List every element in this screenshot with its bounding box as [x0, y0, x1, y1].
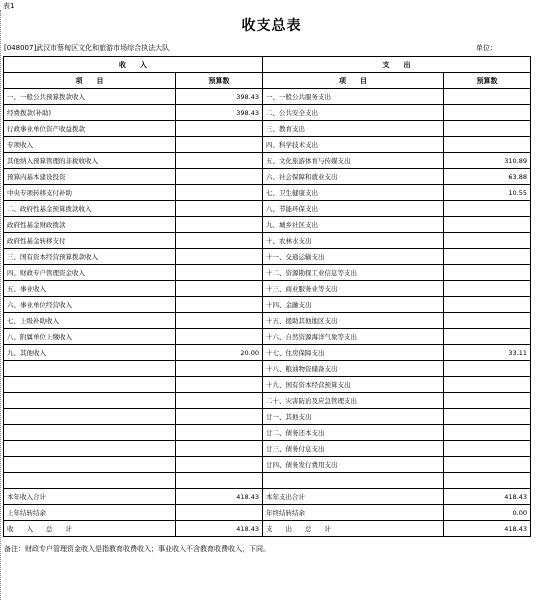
income-item-header: 项 目 [4, 73, 176, 89]
budget-table [3, 56, 531, 537]
table-row [4, 137, 531, 153]
income-item-cell: 政府性基金转移支付 [4, 233, 176, 249]
expense-item-cell: 年终结转结余 [263, 505, 444, 521]
table-row [4, 425, 531, 441]
expense-item-cell: 十、农林水支出 [263, 233, 444, 249]
footnote: 备注：财政专户管理资金收入是指教育收费收入；事业收入不含教育收费收入，下同。 [4, 545, 270, 553]
income-item-cell: 四、财政专户管理资金收入 [4, 265, 176, 281]
expense-item-cell [263, 473, 444, 489]
total-row [4, 521, 531, 537]
table-row [4, 377, 531, 393]
expense-value-cell [444, 473, 531, 489]
table-row [4, 233, 531, 249]
income-item-cell: 九、其他收入 [4, 345, 176, 361]
table-row [4, 345, 531, 361]
income-item-cell [4, 457, 176, 473]
expense-item-cell: 廿二、债务还本支出 [263, 425, 444, 441]
income-item-cell: 本年收入合计 [4, 489, 176, 505]
expense-value-cell [444, 265, 531, 281]
income-value-cell [176, 505, 263, 521]
table-row [4, 185, 531, 201]
income-value-cell [176, 377, 263, 393]
table-row [4, 361, 531, 377]
income-value-cell [176, 217, 263, 233]
expense-value-cell [444, 393, 531, 409]
income-item-cell [4, 425, 176, 441]
income-item-cell: 三、国有资本经营预算拨款收入 [4, 249, 176, 265]
income-value-cell: 398.43 [176, 105, 263, 121]
expense-value-cell [444, 89, 531, 105]
table-row [4, 121, 531, 137]
expense-value-cell: 418.43 [444, 521, 531, 537]
income-item-cell: 五、事业收入 [4, 281, 176, 297]
expense-item-cell: 十九、国有资本经营预算支出 [263, 377, 444, 393]
expense-value-cell [444, 361, 531, 377]
income-value-cell [176, 361, 263, 377]
income-item-cell [4, 441, 176, 457]
expense-budget-header: 预算数 [444, 73, 531, 89]
income-value-cell [176, 137, 263, 153]
expense-value-cell: 0.00 [444, 505, 531, 521]
income-item-cell: 二、政府性基金预算拨款收入 [4, 201, 176, 217]
expense-value-cell [444, 329, 531, 345]
expense-item-cell: 十六、自然资源海洋气象等支出 [263, 329, 444, 345]
income-value-cell: 20.00 [176, 345, 263, 361]
income-item-cell: 专项收入 [4, 137, 176, 153]
income-item-cell: 七、上级补助收入 [4, 313, 176, 329]
expense-value-cell [444, 121, 531, 137]
income-value-cell [176, 457, 263, 473]
table-row [4, 249, 531, 265]
expense-item-cell: 本年支出合计 [263, 489, 444, 505]
table-row [4, 441, 531, 457]
table-row [4, 201, 531, 217]
table-row [4, 329, 531, 345]
income-value-cell: 418.43 [176, 521, 263, 537]
expense-item-cell: 七、卫生健康支出 [263, 185, 444, 201]
income-item-cell: 其他纳入预算管理的非税收收入 [4, 153, 176, 169]
left-dotted-border [0, 10, 2, 600]
income-item-cell: 行政事业单位资产收益拨款 [4, 121, 176, 137]
expense-item-header: 项 目 [263, 73, 444, 89]
expense-value-cell: 63.88 [444, 169, 531, 185]
income-value-cell [176, 233, 263, 249]
income-item-cell: 政府性基金财政拨款 [4, 217, 176, 233]
income-item-cell: 预算内基本建设投资 [4, 169, 176, 185]
expense-item-cell: 五、文化旅游体育与传媒支出 [263, 153, 444, 169]
income-value-cell [176, 185, 263, 201]
total-row [4, 489, 531, 505]
income-value-cell [176, 281, 263, 297]
expense-item-cell: 三、教育支出 [263, 121, 444, 137]
income-item-cell: 六、事业单位经营收入 [4, 297, 176, 313]
income-item-cell [4, 393, 176, 409]
table-row [4, 473, 531, 489]
income-value-cell [176, 473, 263, 489]
expense-value-cell [444, 137, 531, 153]
income-value-cell [176, 265, 263, 281]
expense-item-cell: 十一、交通运输支出 [263, 249, 444, 265]
expense-value-cell [444, 409, 531, 425]
expense-header: 支 出 [263, 57, 531, 73]
income-value-cell: 398.43 [176, 89, 263, 105]
income-item-cell: 收 入 总 计 [4, 521, 176, 537]
expense-item-cell: 一、一般公共服务支出 [263, 89, 444, 105]
income-budget-header: 预算数 [176, 73, 263, 89]
income-value-cell: 418.43 [176, 489, 263, 505]
page-title: 收支总表 [241, 18, 302, 34]
table-row [4, 297, 531, 313]
income-item-cell [4, 473, 176, 489]
expense-item-cell: 二、公共安全支出 [263, 105, 444, 121]
income-item-cell [4, 377, 176, 393]
table-row [4, 169, 531, 185]
expense-item-cell: 十八、粮油物资储备支出 [263, 361, 444, 377]
expense-value-cell [444, 457, 531, 473]
income-value-cell [176, 297, 263, 313]
expense-value-cell [444, 217, 531, 233]
table-row [4, 393, 531, 409]
expense-value-cell [444, 425, 531, 441]
expense-item-cell: 十五、援助其他地区支出 [263, 313, 444, 329]
income-value-cell [176, 441, 263, 457]
income-header: 收 入 [4, 57, 263, 73]
income-value-cell [176, 329, 263, 345]
expense-value-cell: 33.11 [444, 345, 531, 361]
organization-label: [048007]武汉市蔡甸区文化和旅游市场综合执法大队 [4, 44, 170, 52]
income-value-cell [176, 249, 263, 265]
income-value-cell [176, 121, 263, 137]
expense-value-cell [444, 377, 531, 393]
expense-value-cell: 10.55 [444, 185, 531, 201]
table-row [4, 153, 531, 169]
unit-label: 单位： [476, 44, 497, 52]
expense-item-cell: 十四、金融支出 [263, 297, 444, 313]
income-item-cell [4, 361, 176, 377]
income-item-cell [4, 409, 176, 425]
table-row [4, 281, 531, 297]
expense-item-cell: 十二、资源勘探工业信息等支出 [263, 265, 444, 281]
expense-item-cell: 六、社会保障和就业支出 [263, 169, 444, 185]
income-item-cell: 一、一般公共预算拨款收入 [4, 89, 176, 105]
income-value-cell [176, 409, 263, 425]
expense-item-cell: 九、城乡社区支出 [263, 217, 444, 233]
expense-value-cell: 418.43 [444, 489, 531, 505]
table-row [4, 105, 531, 121]
income-item-cell: 中央专项转移支付补助 [4, 185, 176, 201]
expense-value-cell [444, 313, 531, 329]
expense-item-cell: 十七、住房保障支出 [263, 345, 444, 361]
table-row [4, 265, 531, 281]
table-row [4, 409, 531, 425]
expense-value-cell [444, 441, 531, 457]
income-item-cell: 经费拨款(补助) [4, 105, 176, 121]
table-row [4, 217, 531, 233]
expense-value-cell [444, 233, 531, 249]
table-number-label: 表1 [3, 2, 15, 10]
income-item-cell: 八、附属单位上缴收入 [4, 329, 176, 345]
expense-item-cell: 廿四、债务发行费用支出 [263, 457, 444, 473]
expense-item-cell: 廿一、其他支出 [263, 409, 444, 425]
expense-item-cell: 十三、商业服务业等支出 [263, 281, 444, 297]
table-row [4, 313, 531, 329]
expense-item-cell: 四、科学技术支出 [263, 137, 444, 153]
expense-value-cell: 310.89 [444, 153, 531, 169]
expense-value-cell [444, 105, 531, 121]
income-value-cell [176, 153, 263, 169]
table-row [4, 89, 531, 105]
expense-value-cell [444, 201, 531, 217]
income-value-cell [176, 393, 263, 409]
income-value-cell [176, 313, 263, 329]
income-value-cell [176, 169, 263, 185]
section-header-row [4, 57, 531, 73]
expense-item-cell: 廿三、债务付息支出 [263, 441, 444, 457]
expense-value-cell [444, 281, 531, 297]
table-row [4, 457, 531, 473]
income-value-cell [176, 201, 263, 217]
income-value-cell [176, 425, 263, 441]
total-row [4, 505, 531, 521]
expense-item-cell: 二十、灾害防治及应急管理支出 [263, 393, 444, 409]
income-item-cell: 上年结转结余 [4, 505, 176, 521]
expense-value-cell [444, 297, 531, 313]
expense-item-cell: 支 出 总 计 [263, 521, 444, 537]
expense-item-cell: 八、节能环保支出 [263, 201, 444, 217]
column-header-row [4, 73, 531, 89]
expense-value-cell [444, 249, 531, 265]
